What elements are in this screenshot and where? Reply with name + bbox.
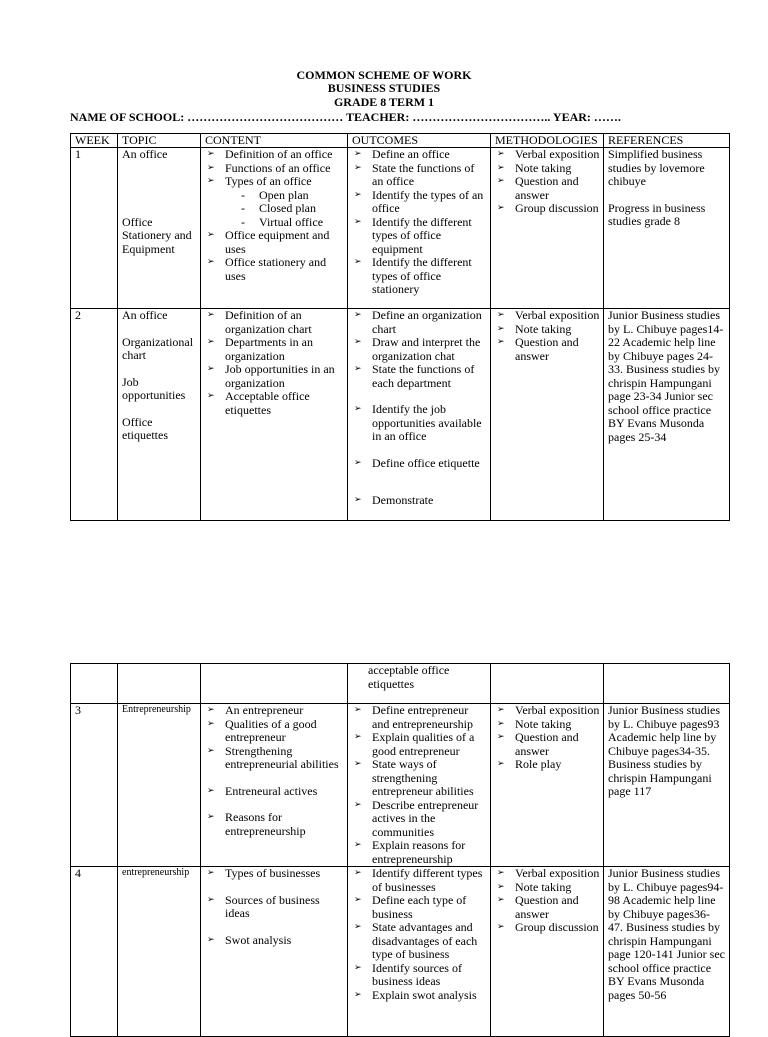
outcome-item: ➢ State advantages and disadvantages of each type of business (352, 921, 488, 962)
scheme-table-page1 (70, 133, 730, 521)
week-cell: 4 (71, 867, 118, 1037)
doc-title: COMMON SCHEME OF WORK (296, 68, 472, 82)
col-header-content: CONTENT (201, 134, 348, 148)
week-cell: 3 (71, 704, 118, 867)
outcomes-cell (348, 867, 491, 1037)
content-cell (201, 148, 348, 309)
reference-text: Junior Business studies by L. Chibuye pages14-22 Academic help line by Chibuye pages 24-33. Business studies by chrispin Hampungani page 23-34 Junior sec school office practice BY Evans Musonda pages 25-34 (608, 308, 724, 444)
method-item: ➢ Note taking (495, 718, 601, 732)
outcome-item: ➢ Define entrepreneur and entrepreneurship (352, 704, 488, 731)
outcome-item: ➢ State ways of strengthening entrepreneur abilities (352, 758, 488, 799)
outcome-item: ➢ Draw and interpret the organization chat (352, 336, 488, 363)
methodologies-cell (491, 148, 604, 309)
topic-line: Entrepreneurship (122, 704, 191, 715)
outcome-item: ➢ State the functions of an office (352, 162, 488, 189)
content-item: ➢ Job opportunities in an organization (205, 363, 345, 390)
references-cell (604, 309, 730, 521)
outcome-item: ➢ Identify the types of an office (352, 189, 488, 216)
outcome-item: ➢ Define office etiquette (352, 457, 488, 471)
outcome-continuation: acceptable office etiquettes (368, 663, 450, 691)
topic-cell (118, 867, 201, 1037)
outcome-item: ➢ State the functions of each department (352, 363, 488, 390)
method-item: ➢ Note taking (495, 323, 601, 337)
outcome-item: ➢ Identify sources of business ideas (352, 962, 488, 989)
content-item: ➢ Departments in an organization (205, 336, 345, 363)
method-item: ➢ Group discussion (495, 921, 601, 935)
topic-line: An office (122, 308, 168, 322)
content-item: ➢ Acceptable office etiquettes (205, 390, 345, 417)
col-header-week: WEEK (71, 134, 118, 148)
content-cell (201, 309, 348, 521)
content-item: ➢ Sources of business ideas (205, 894, 345, 921)
content-cell (201, 704, 348, 867)
methodologies-cell (491, 664, 604, 704)
reference-text: Junior Business studies by L. Chibuye pages93 Academic help line by Chibuye pages34-35. Business studies by chrispin Hampungani page 117 (608, 703, 721, 798)
topic-line: entrepreneurship (122, 867, 190, 878)
content-item: ➢ Swot analysis (205, 934, 345, 948)
reference-text: Progress in business studies grade 8 (608, 200, 706, 228)
table-row (71, 664, 730, 704)
method-item: ➢ Question and answer (495, 731, 601, 758)
methodologies-cell (491, 309, 604, 521)
content-item (205, 175, 345, 229)
outcome-item: ➢ Describe entrepreneur actives in the communities (352, 799, 488, 840)
method-item: ➢ Question and answer (495, 336, 601, 363)
topic-line: Job opportunities (122, 374, 186, 402)
table-row (71, 148, 730, 309)
col-header-topic: TOPIC (118, 134, 201, 148)
outcome-item: ➢ Define each type of business (352, 894, 488, 921)
doc-subject: BUSINESS STUDIES (327, 81, 441, 95)
scheme-table-page2 (70, 663, 730, 1037)
content-item: ➢ An entrepreneur (205, 704, 345, 718)
content-item: ➢ Office equipment and uses (205, 229, 345, 256)
topic-cell (118, 664, 201, 704)
content-subitem: - Closed plan (241, 202, 345, 216)
topic-cell (118, 148, 201, 309)
topic-line: Office Stationery and Equipment (122, 214, 192, 256)
method-item: ➢ Verbal exposition (495, 148, 601, 162)
content-item: ➢ Office stationery and uses (205, 256, 345, 283)
week-cell: 1 (71, 148, 118, 309)
outcome-item: ➢ Explain qualities of a good entrepreneur (352, 731, 488, 758)
outcome-item: ➢ Define an office (352, 148, 488, 162)
content-cell (201, 867, 348, 1037)
reference-text: Junior Business studies by L. Chibuye pages94-98 Academic help line by Chibuye pages36- 47. Business studies by chrispin Hampungani page 120-141 Junior sec school office practice BY Evans Musonda pages 50-56 (608, 866, 725, 1002)
week-cell: 2 (71, 309, 118, 521)
method-item: ➢ Role play (495, 758, 601, 772)
topic-line: Organizational chart (122, 334, 194, 362)
outcome-item: ➢ Identify the different types of office equipment (352, 216, 488, 257)
doc-grade-term: GRADE 8 TERM 1 (333, 95, 435, 109)
method-item: ➢ Verbal exposition (495, 309, 601, 323)
outcomes-cell (348, 664, 491, 704)
reference-text: Simplified business studies by lovemore chibuye (608, 147, 705, 188)
references-cell (604, 148, 730, 309)
topic-cell (118, 309, 201, 521)
topic-line: An office (122, 147, 168, 161)
content-item: ➢ Qualities of a good entrepreneur (205, 718, 345, 745)
method-item: ➢ Verbal exposition (495, 867, 601, 881)
content-item: ➢ Functions of an office (205, 162, 345, 176)
week-cell (71, 664, 118, 704)
col-header-references: REFERENCES (604, 134, 730, 148)
table-row (71, 704, 730, 867)
table-row (71, 309, 730, 521)
content-item: ➢ Definition of an organization chart (205, 309, 345, 336)
outcomes-cell (348, 309, 491, 521)
school-teacher-year-line: NAME OF SCHOOL: ………………………………… TEACHER: …………………………….. YEAR: ……. (70, 110, 621, 124)
content-cell (201, 664, 348, 704)
methodologies-cell (491, 867, 604, 1037)
table-header-row (71, 134, 730, 148)
references-cell (604, 664, 730, 704)
outcomes-cell (348, 704, 491, 867)
content-item: ➢ Strengthening entrepreneurial abilities (205, 745, 345, 772)
outcomes-cell (348, 148, 491, 309)
table-row (71, 867, 730, 1037)
content-item: ➢ Types of businesses (205, 867, 345, 881)
method-item: ➢ Verbal exposition (495, 704, 601, 718)
method-item: ➢ Question and answer (495, 175, 601, 202)
topic-cell (118, 704, 201, 867)
topic-line: Office etiquettes (122, 414, 168, 442)
outcome-item: ➢ Identify the job opportunities available in an office (352, 403, 488, 444)
col-header-methodologies: METHODOLOGIES (491, 134, 604, 148)
content-item: ➢ Entreneural actives (205, 785, 345, 799)
content-subitem: - Virtual office (241, 216, 345, 230)
method-item: ➢ Question and answer (495, 894, 601, 921)
content-item: ➢ Reasons for entrepreneurship (205, 811, 345, 838)
content-item-text: Types of an office (225, 174, 312, 188)
method-item: ➢ Note taking (495, 162, 601, 176)
references-cell (604, 867, 730, 1037)
outcome-item: ➢ Identify the different types of office stationery (352, 256, 488, 297)
col-header-outcomes: OUTCOMES (348, 134, 491, 148)
method-item: ➢ Note taking (495, 881, 601, 895)
content-subitem: - Open plan (241, 189, 345, 203)
content-item: ➢ Definition of an office (205, 148, 345, 162)
method-item: ➢ Group discussion (495, 202, 601, 216)
outcome-item: ➢ Demonstrate (352, 494, 488, 508)
outcome-item: ➢ Explain reasons for entrepreneurship (352, 839, 488, 866)
outcome-item: ➢ Explain swot analysis (352, 989, 488, 1003)
outcome-item: ➢ Define an organization chart (352, 309, 488, 336)
references-cell (604, 704, 730, 867)
methodologies-cell (491, 704, 604, 867)
outcome-item: ➢ Identify different types of businesses (352, 867, 488, 894)
